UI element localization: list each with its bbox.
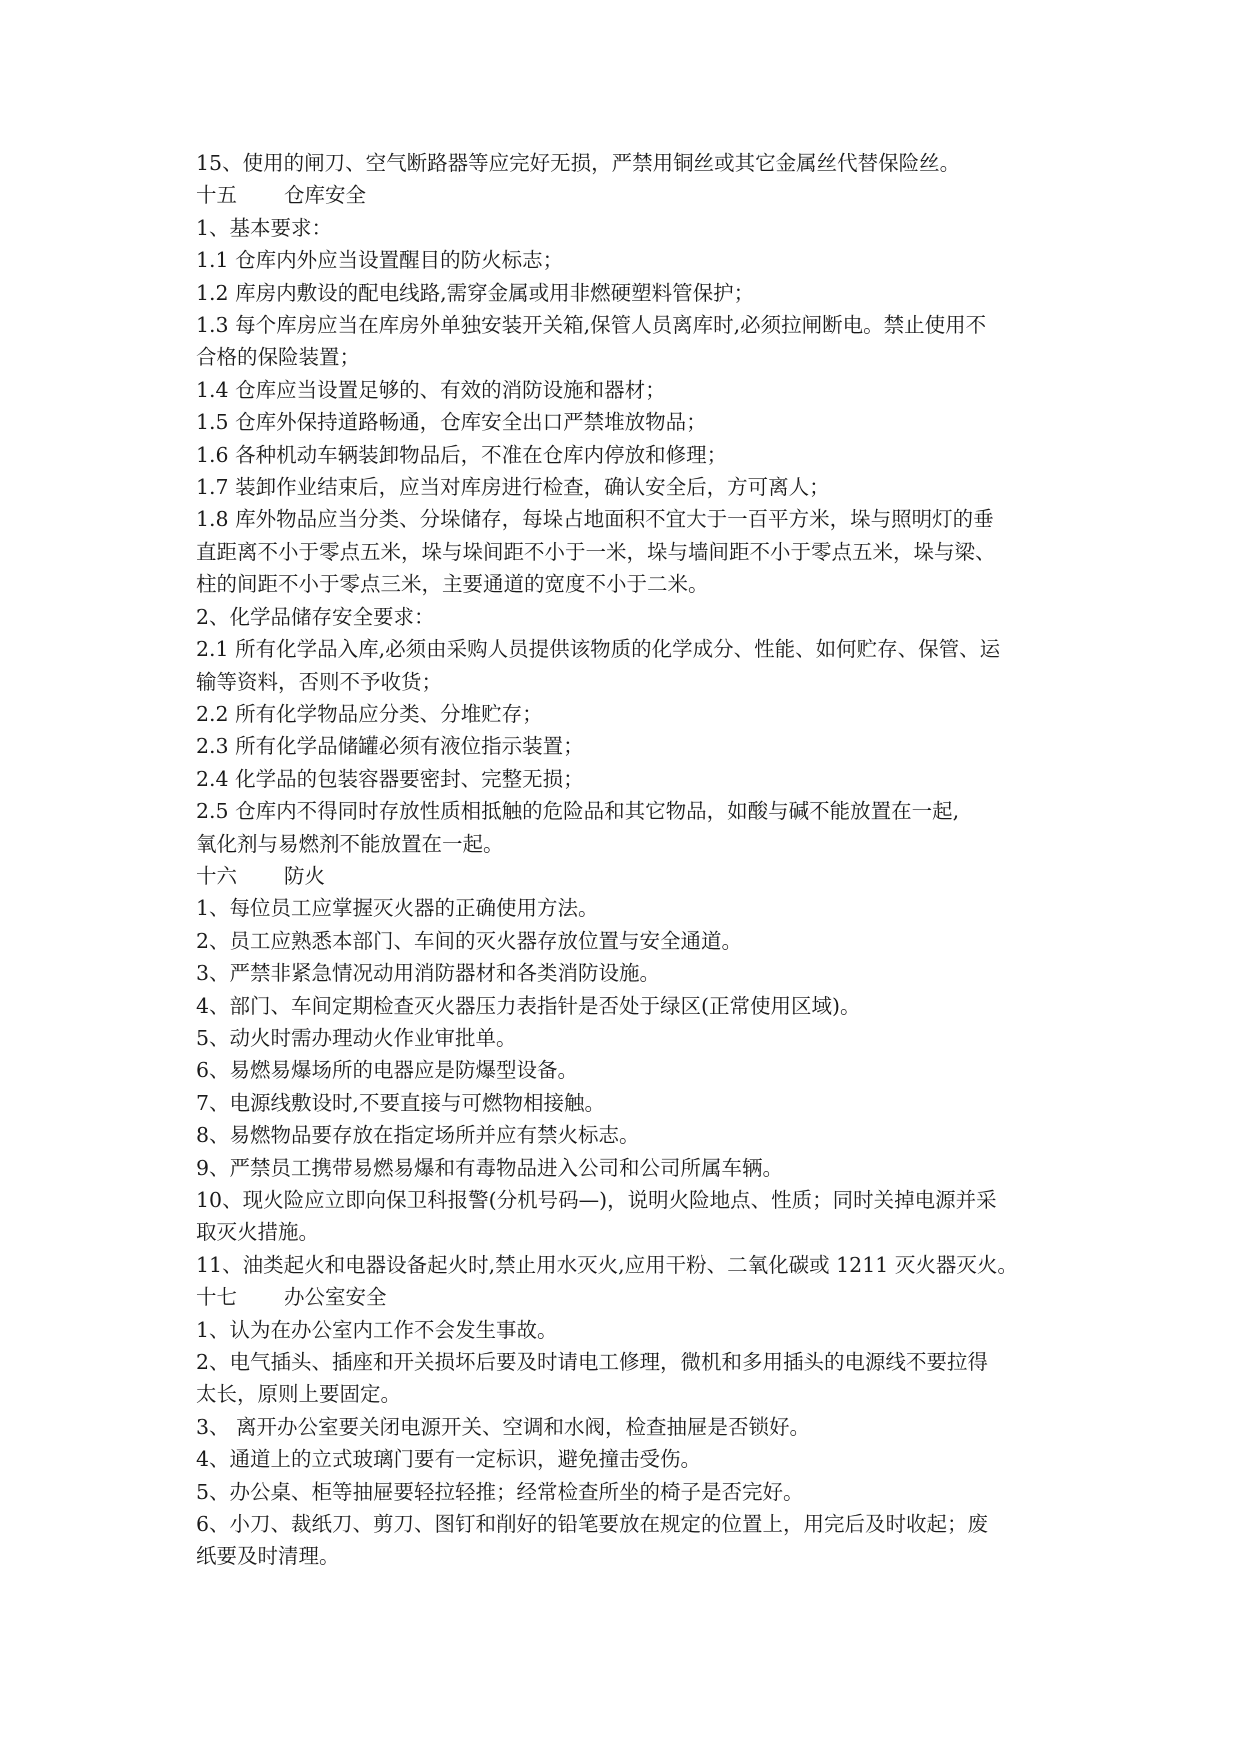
text-line: 5、办公桌、柜等抽屉要轻拉轻推；经常检查所坐的椅子是否完好。 (196, 1479, 804, 1504)
text-line: 3、 离开办公室要关闭电源开关、空调和水阀，检查抽屉是否锁好。 (196, 1414, 811, 1439)
text-line: 柱的间距不小于零点三米，主要通道的宽度不小于二米。 (196, 572, 709, 597)
section-title: 仓库安全 (284, 183, 366, 208)
text-line: 3、严禁非紧急情况动用消防器材和各类消防设施。 (196, 961, 661, 986)
text-line: 2.5 仓库内不得同时存放性质相抵触的危险品和其它物品，如酸与碱不能放置在一起, (196, 799, 960, 824)
text-line: 1、基本要求： (196, 215, 333, 240)
text-line: 2、化学品储存安全要求： (196, 604, 435, 629)
section-title: 办公室安全 (284, 1285, 387, 1310)
text-line: 2、员工应熟悉本部门、车间的灭火器存放位置与安全通道。 (196, 928, 743, 953)
text-line: 15、使用的闸刀、空气断路器等应完好无损，严禁用铜丝或其它金属丝代替保险丝。 (196, 151, 961, 175)
text-line: 1.4 仓库应当设置足够的、有效的消防设施和器材； (196, 377, 666, 402)
text-line: 取灭火措施。 (196, 1220, 319, 1245)
text-line: 输等资料，否则不予收货； (196, 669, 442, 694)
text-line: 1.1 仓库内外应当设置醒目的防火标志； (196, 248, 564, 273)
section-heading (196, 860, 1056, 892)
text-line: 氧化剂与易燃剂不能放置在一起。 (196, 831, 504, 856)
section-heading (196, 179, 1056, 211)
section-number: 十六 (196, 863, 237, 888)
text-line: 5、动火时需办理动火作业审批单。 (196, 1025, 517, 1050)
text-line: 2、电气插头、插座和开关损坏后要及时请电工修理，微机和多用插头的电源线不要拉得 (196, 1350, 989, 1375)
text-line: 纸要及时清理。 (196, 1544, 340, 1569)
text-line: 8、易燃物品要存放在指定场所并应有禁火标志。 (196, 1123, 640, 1148)
text-line: 2.4 化学品的包装容器要密封、完整无损； (196, 766, 584, 791)
text-line: 1.6 各种机动车辆装卸物品后，不准在仓库内停放和修理； (196, 442, 728, 467)
text-line: 太长，原则上要固定。 (196, 1382, 401, 1407)
text-line: 1.7 装卸作业结束后，应当对库房进行检查，确认安全后，方可离人； (196, 475, 830, 500)
text-line: 7、电源线敷设时,不要直接与可燃物相接触。 (196, 1090, 606, 1115)
text-line: 4、通道上的立式玻璃门要有一定标识，避免撞击受伤。 (196, 1447, 702, 1472)
text-line: 2.2 所有化学物品应分类、分堆贮存； (196, 701, 543, 726)
text-line: 1、认为在办公室内工作不会发生事故。 (196, 1317, 558, 1342)
text-line: 2.1 所有化学品入库,必须由采购人员提供该物质的化学成分、性能、如何贮存、保管、运 (196, 637, 1001, 662)
text-line: 1.3 每个库房应当在库房外单独安装开关箱,保管人员离库时,必须拉闸断电。禁止使用不 (196, 313, 987, 338)
text-line: 2.3 所有化学品储罐必须有液位指示装置； (196, 734, 584, 759)
text-line: 合格的保险装置； (196, 345, 360, 370)
section-number: 十七 (196, 1285, 237, 1310)
text-line: 1.2 库房内敷设的配电线路,需穿金属或用非燃硬塑料管保护； (196, 280, 755, 305)
text-line: 10、现火险应立即向保卫科报警(分机号码—)，说明火险地点、性质；同时关掉电源并采 (196, 1188, 997, 1212)
section-title: 防火 (284, 863, 325, 888)
document-body (196, 147, 1056, 1573)
section-heading (196, 1281, 1056, 1313)
text-line: 6、易燃易爆场所的电器应是防爆型设备。 (196, 1058, 579, 1083)
text-line: 11、油类起火和电器设备起火时,禁止用水灭火,应用干粉、二氧化碳或 1211 灭火器灭火。 (196, 1252, 1018, 1277)
text-line: 1.5 仓库外保持道路畅通，仓库安全出口严禁堆放物品； (196, 410, 707, 435)
text-line: 6、小刀、裁纸刀、剪刀、图钉和削好的铅笔要放在规定的位置上，用完后及时收起；废 (196, 1512, 989, 1537)
text-line: 9、严禁员工携带易燃易爆和有毒物品进入公司和公司所属车辆。 (196, 1155, 784, 1180)
text-line: 4、部门、车间定期检查灭火器压力表指针是否处于绿区(正常使用区域)。 (196, 993, 861, 1018)
text-line: 1.8 库外物品应当分类、分垛储存，每垛占地面积不宜大于一百平方米，垛与照明灯的垂 (196, 507, 994, 532)
section-number: 十五 (196, 183, 237, 208)
text-line: 1、每位员工应掌握灭火器的正确使用方法。 (196, 896, 599, 921)
text-line: 直距离不小于零点五米，垛与垛间距不小于一米，垛与墙间距不小于零点五米，垛与梁、 (196, 539, 996, 564)
